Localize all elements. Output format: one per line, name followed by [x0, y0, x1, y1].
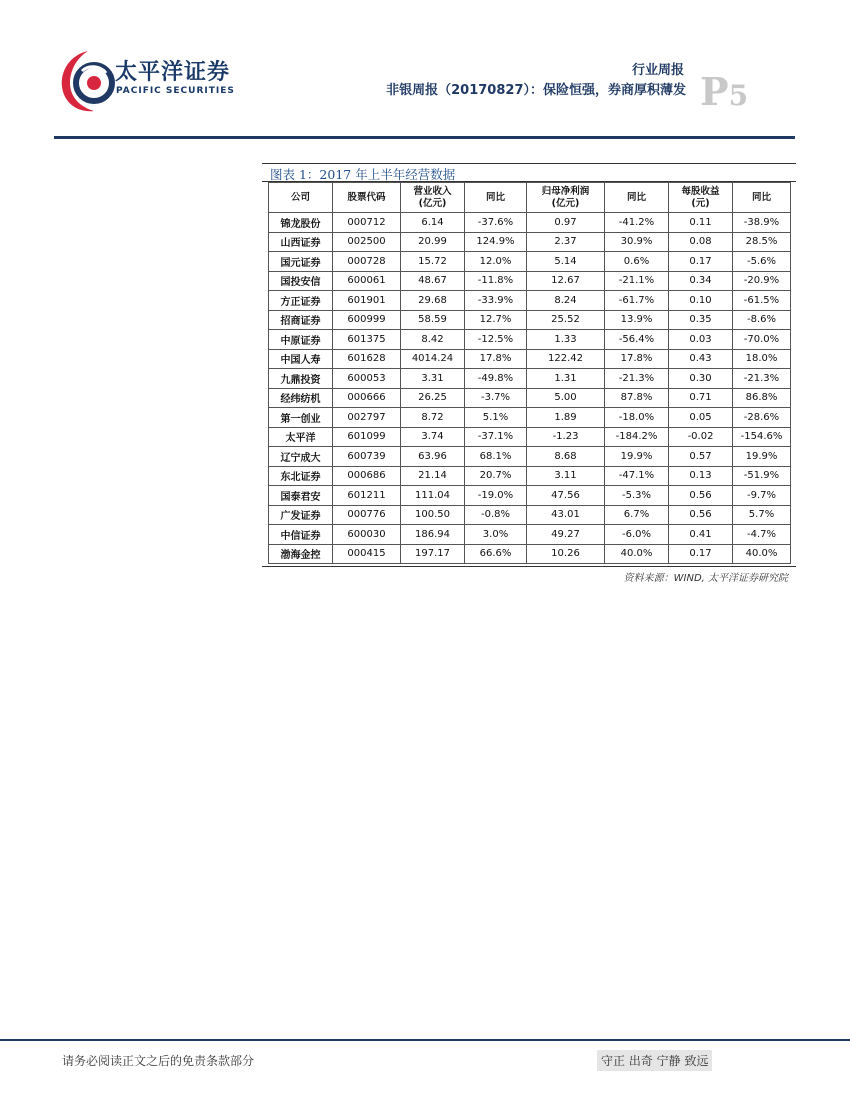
company-cell: 招商证券 [269, 310, 333, 330]
table-row [269, 310, 791, 330]
value-cell: 15.72 [401, 252, 465, 272]
value-cell: 0.11 [669, 213, 733, 233]
value-cell: 19.9% [605, 447, 669, 467]
value-cell: -21.3% [605, 369, 669, 389]
value-cell: 5.14 [527, 252, 605, 272]
value-cell: -12.5% [465, 330, 527, 350]
value-cell: 48.67 [401, 271, 465, 291]
company-cell: 太平洋 [269, 427, 333, 447]
value-cell: 0.10 [669, 291, 733, 311]
column-header: 同比 [733, 183, 791, 213]
table-row [269, 544, 791, 564]
value-cell: 21.14 [401, 466, 465, 486]
value-cell: 5.7% [733, 505, 791, 525]
value-cell: 49.27 [527, 525, 605, 545]
value-cell: 20.99 [401, 232, 465, 252]
value-cell: 000415 [333, 544, 401, 564]
value-cell: 111.04 [401, 486, 465, 506]
value-cell: 0.30 [669, 369, 733, 389]
value-cell: 8.68 [527, 447, 605, 467]
company-cell: 九鼎投资 [269, 369, 333, 389]
value-cell: -21.1% [605, 271, 669, 291]
header-rule [54, 136, 795, 139]
value-cell: 0.57 [669, 447, 733, 467]
value-cell: 000666 [333, 388, 401, 408]
company-cell: 国泰君安 [269, 486, 333, 506]
page-letter: P [700, 69, 729, 114]
value-cell: 17.8% [465, 349, 527, 369]
table-row [269, 213, 791, 233]
value-cell: -8.6% [733, 310, 791, 330]
company-cell: 第一创业 [269, 408, 333, 428]
footer-rule [0, 1039, 850, 1041]
pacific-securities-logo-icon [58, 47, 120, 115]
company-cell: 国元证券 [269, 252, 333, 272]
value-cell: -70.0% [733, 330, 791, 350]
value-cell: 87.8% [605, 388, 669, 408]
value-cell: -5.3% [605, 486, 669, 506]
brand-logo [58, 47, 283, 119]
value-cell: -18.0% [605, 408, 669, 428]
value-cell: 3.0% [465, 525, 527, 545]
value-cell: -61.5% [733, 291, 791, 311]
value-cell: -0.8% [465, 505, 527, 525]
value-cell: -11.8% [465, 271, 527, 291]
table-row [269, 408, 791, 428]
value-cell: 0.17 [669, 544, 733, 564]
value-cell: 1.31 [527, 369, 605, 389]
company-cell: 锦龙股份 [269, 213, 333, 233]
column-header: 归母净利润 (亿元) [527, 183, 605, 213]
value-cell: 8.42 [401, 330, 465, 350]
value-cell: 0.34 [669, 271, 733, 291]
value-cell: 600061 [333, 271, 401, 291]
value-cell: 26.25 [401, 388, 465, 408]
table-row [269, 330, 791, 350]
value-cell: 601375 [333, 330, 401, 350]
value-cell: -41.2% [605, 213, 669, 233]
value-cell: 601901 [333, 291, 401, 311]
value-cell: 63.96 [401, 447, 465, 467]
value-cell: 86.8% [733, 388, 791, 408]
value-cell: 1.33 [527, 330, 605, 350]
value-cell: 0.43 [669, 349, 733, 369]
value-cell: 28.5% [733, 232, 791, 252]
value-cell: -47.1% [605, 466, 669, 486]
value-cell: 8.72 [401, 408, 465, 428]
column-header: 每股收益 (元) [669, 183, 733, 213]
value-cell: 58.59 [401, 310, 465, 330]
value-cell: -61.7% [605, 291, 669, 311]
column-header: 公司 [269, 183, 333, 213]
figure-source: 资料来源：WIND, 太平洋证券研究院 [623, 573, 788, 584]
value-cell: 0.08 [669, 232, 733, 252]
value-cell: 4014.24 [401, 349, 465, 369]
table-row [269, 271, 791, 291]
value-cell: 3.74 [401, 427, 465, 447]
figure-title-bar [262, 163, 796, 182]
table-row [269, 486, 791, 506]
company-cell: 国投安信 [269, 271, 333, 291]
value-cell: 0.97 [527, 213, 605, 233]
value-cell: 0.35 [669, 310, 733, 330]
table-row [269, 369, 791, 389]
value-cell: -1.23 [527, 427, 605, 447]
value-cell: 002500 [333, 232, 401, 252]
value-cell: 30.9% [605, 232, 669, 252]
value-cell: -37.6% [465, 213, 527, 233]
value-cell: 601099 [333, 427, 401, 447]
company-cell: 中信证券 [269, 525, 333, 545]
value-cell: 12.7% [465, 310, 527, 330]
value-cell: 122.42 [527, 349, 605, 369]
value-cell: 0.56 [669, 505, 733, 525]
value-cell: 186.94 [401, 525, 465, 545]
company-cell: 中原证券 [269, 330, 333, 350]
value-cell: 000712 [333, 213, 401, 233]
value-cell: -6.0% [605, 525, 669, 545]
table-row [269, 388, 791, 408]
value-cell: 25.52 [527, 310, 605, 330]
table-row [269, 349, 791, 369]
value-cell: -49.8% [465, 369, 527, 389]
table-body [269, 213, 791, 564]
value-cell: -19.0% [465, 486, 527, 506]
value-cell: 000776 [333, 505, 401, 525]
value-cell: 0.41 [669, 525, 733, 545]
value-cell: 19.9% [733, 447, 791, 467]
page-number [700, 69, 749, 114]
value-cell: -4.7% [733, 525, 791, 545]
column-header: 同比 [465, 183, 527, 213]
value-cell: 100.50 [401, 505, 465, 525]
value-cell: -37.1% [465, 427, 527, 447]
company-motto: 守正 出奇 宁静 致远 [597, 1050, 712, 1071]
value-cell: -33.9% [465, 291, 527, 311]
table-row [269, 252, 791, 272]
company-cell: 中国人寿 [269, 349, 333, 369]
value-cell: 0.13 [669, 466, 733, 486]
value-cell: 8.24 [527, 291, 605, 311]
value-cell: 002797 [333, 408, 401, 428]
value-cell: 600030 [333, 525, 401, 545]
value-cell: 12.67 [527, 271, 605, 291]
value-cell: 0.17 [669, 252, 733, 272]
value-cell: 197.17 [401, 544, 465, 564]
company-cell: 经纬纺机 [269, 388, 333, 408]
report-title: 非银周报（20170827）：保险恒强，券商厚积薄发 [386, 83, 686, 98]
company-cell: 广发证券 [269, 505, 333, 525]
value-cell: 0.6% [605, 252, 669, 272]
table-header-row [269, 183, 791, 213]
value-cell: 000686 [333, 466, 401, 486]
disclaimer-note: 请务必阅读正文之后的免责条款部分 [62, 1054, 255, 1068]
figure-title: 图表 1：2017 年上半年经营数据 [270, 167, 456, 182]
value-cell: -3.7% [465, 388, 527, 408]
value-cell: 6.14 [401, 213, 465, 233]
value-cell: 66.6% [465, 544, 527, 564]
value-cell: 0.56 [669, 486, 733, 506]
value-cell: -38.9% [733, 213, 791, 233]
value-cell: 0.71 [669, 388, 733, 408]
value-cell: 10.26 [527, 544, 605, 564]
value-cell: 600053 [333, 369, 401, 389]
operating-data-table [268, 182, 791, 564]
company-cell: 山西证券 [269, 232, 333, 252]
company-cell: 渤海金控 [269, 544, 333, 564]
value-cell: 40.0% [605, 544, 669, 564]
table-row [269, 505, 791, 525]
value-cell: 29.68 [401, 291, 465, 311]
value-cell: 12.0% [465, 252, 527, 272]
value-cell: -0.02 [669, 427, 733, 447]
brand-name-cn: 太平洋证券 [115, 60, 231, 85]
value-cell: 6.7% [605, 505, 669, 525]
value-cell: -154.6% [733, 427, 791, 447]
value-cell: 43.01 [527, 505, 605, 525]
value-cell: -51.9% [733, 466, 791, 486]
value-cell: -5.6% [733, 252, 791, 272]
report-category: 行业周报 [631, 63, 684, 78]
value-cell: 0.03 [669, 330, 733, 350]
value-cell: 2.37 [527, 232, 605, 252]
value-cell: 68.1% [465, 447, 527, 467]
company-cell: 方正证券 [269, 291, 333, 311]
table-row [269, 427, 791, 447]
value-cell: 47.56 [527, 486, 605, 506]
value-cell: 20.7% [465, 466, 527, 486]
value-cell: -20.9% [733, 271, 791, 291]
value-cell: -21.3% [733, 369, 791, 389]
value-cell: 3.31 [401, 369, 465, 389]
value-cell: 3.11 [527, 466, 605, 486]
company-cell: 辽宁成大 [269, 447, 333, 467]
table-row [269, 447, 791, 467]
value-cell: -184.2% [605, 427, 669, 447]
brand-name-en: PACIFIC SECURITIES [116, 86, 235, 96]
value-cell: 40.0% [733, 544, 791, 564]
column-header: 股票代码 [333, 183, 401, 213]
table-row [269, 232, 791, 252]
column-header: 同比 [605, 183, 669, 213]
value-cell: 13.9% [605, 310, 669, 330]
source-rule [262, 566, 796, 567]
table-row [269, 525, 791, 545]
value-cell: -28.6% [733, 408, 791, 428]
page-digit: 5 [728, 79, 749, 112]
value-cell: -9.7% [733, 486, 791, 506]
value-cell: 124.9% [465, 232, 527, 252]
table-row [269, 466, 791, 486]
value-cell: 1.89 [527, 408, 605, 428]
value-cell: 600999 [333, 310, 401, 330]
company-cell: 东北证券 [269, 466, 333, 486]
value-cell: 17.8% [605, 349, 669, 369]
value-cell: 18.0% [733, 349, 791, 369]
value-cell: -56.4% [605, 330, 669, 350]
value-cell: 0.05 [669, 408, 733, 428]
table-row [269, 291, 791, 311]
value-cell: 601628 [333, 349, 401, 369]
value-cell: 5.1% [465, 408, 527, 428]
column-header: 营业收入 (亿元) [401, 183, 465, 213]
value-cell: 600739 [333, 447, 401, 467]
value-cell: 5.00 [527, 388, 605, 408]
value-cell: 000728 [333, 252, 401, 272]
value-cell: 601211 [333, 486, 401, 506]
